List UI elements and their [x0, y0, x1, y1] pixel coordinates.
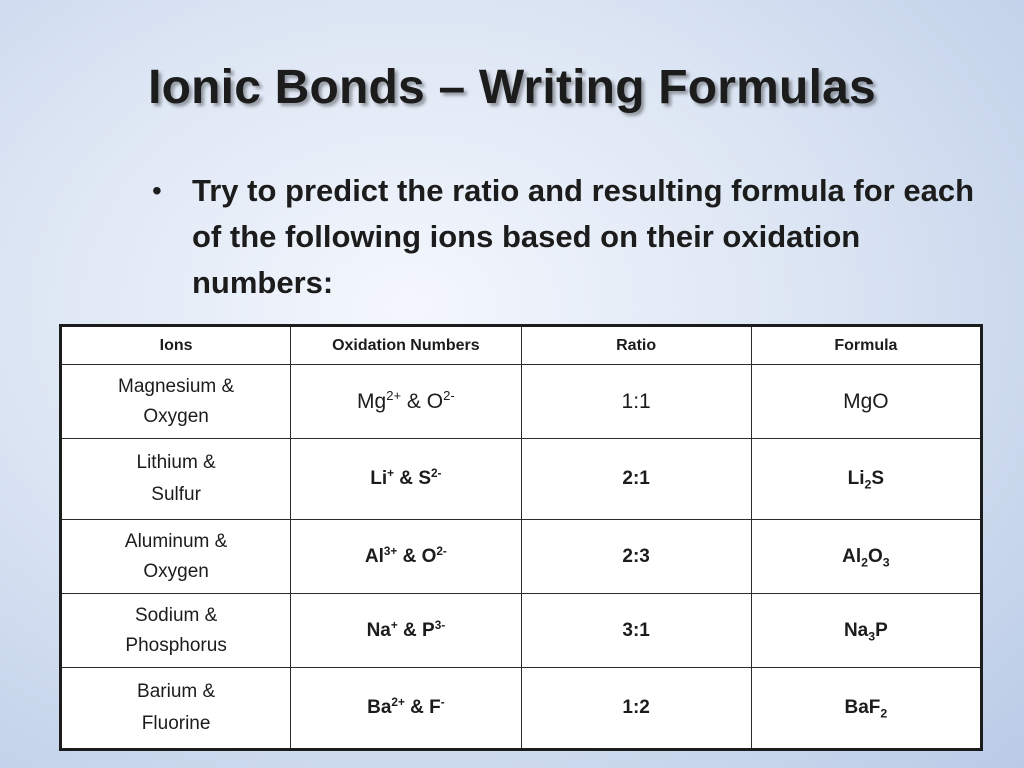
- ion-joiner: &: [397, 619, 423, 641]
- ion-joiner: &: [397, 545, 422, 567]
- anion-charge: 2-: [436, 544, 447, 558]
- formula-cell: [751, 439, 981, 520]
- oxidation-cell: [291, 520, 521, 594]
- header-oxidation-numbers: Oxidation Numbers: [291, 326, 521, 365]
- formula-element: O: [867, 545, 883, 567]
- formula-element: S: [871, 468, 885, 489]
- anion-charge: 2-: [443, 387, 455, 403]
- anion-symbol: P: [422, 619, 435, 641]
- ions-line: Lithium &: [136, 452, 216, 473]
- header-ions: Ions: [61, 326, 291, 365]
- formula-cell: [751, 520, 981, 594]
- ions-cell: [61, 668, 291, 750]
- oxidation-cell: [291, 365, 521, 439]
- cation-symbol: Li: [370, 468, 388, 489]
- cation-symbol: Al: [364, 545, 384, 567]
- ratio-cell: 2:3: [521, 520, 751, 594]
- formula-element: Li: [847, 468, 865, 489]
- table-row: [61, 520, 982, 594]
- ions-cell: [61, 439, 291, 520]
- ions-line: Fluorine: [141, 713, 211, 734]
- ions-line: Oxygen: [143, 405, 209, 427]
- formula-subscript: 3: [868, 628, 876, 643]
- formula-cell: [751, 668, 981, 750]
- ion-joiner: &: [404, 697, 430, 718]
- table-row: [61, 439, 982, 520]
- formula-element: Al: [842, 545, 862, 567]
- bullet-text: Try to predict the ratio and resulting formula for each of the following ions based on their oxidation numbers:: [192, 173, 975, 300]
- formula-subscript: 2: [864, 477, 872, 492]
- cation-symbol: Na: [366, 619, 391, 641]
- ions-cell: [61, 365, 291, 439]
- ions-cell: [61, 594, 291, 668]
- ions-line: Magnesium &: [118, 375, 235, 397]
- bullet-point: [152, 168, 997, 306]
- ions-line: Sodium &: [134, 604, 218, 626]
- cation-charge: +: [387, 466, 395, 480]
- slide-title: Ionic Bonds – Writing Formulas: [148, 61, 876, 114]
- cation-charge: 2+: [386, 387, 402, 403]
- ion-joiner: &: [401, 389, 427, 413]
- formula-subscript: 3: [882, 554, 890, 569]
- oxidation-cell: [291, 439, 521, 520]
- ions-line: Oxygen: [143, 560, 209, 582]
- formula-subscript: 2: [861, 554, 868, 569]
- formula-element: BaF: [844, 697, 881, 718]
- cation-charge: 2+: [391, 695, 405, 709]
- anion-charge: 2-: [431, 466, 442, 480]
- formula-subscript: 2: [880, 706, 888, 721]
- ratio-cell: 1:1: [521, 365, 751, 439]
- ions-line: Aluminum &: [124, 530, 228, 552]
- cation-charge: +: [390, 618, 398, 632]
- header-ratio: Ratio: [521, 326, 751, 365]
- cation-charge: 3+: [383, 544, 398, 558]
- ions-line: Barium &: [137, 681, 216, 702]
- table-row: [61, 594, 982, 668]
- anion-symbol: S: [418, 468, 431, 489]
- formula-element: P: [875, 619, 888, 641]
- formula-cell: [751, 594, 981, 668]
- anion-charge: 3-: [434, 618, 446, 632]
- table-row: [61, 365, 982, 439]
- anion-symbol: O: [426, 389, 444, 413]
- cation-symbol: Mg: [357, 389, 387, 413]
- anion-symbol: F: [429, 697, 441, 718]
- bullet-dot-icon: •: [152, 175, 162, 206]
- ion-joiner: &: [394, 468, 419, 489]
- ions-line: Sulfur: [151, 484, 201, 505]
- oxidation-cell: [291, 594, 521, 668]
- ratio-cell: 1:2: [521, 668, 751, 750]
- table-row: [61, 668, 982, 750]
- table-header-row: [61, 326, 982, 365]
- cation-symbol: Ba: [367, 697, 392, 718]
- ions-line: Phosphorus: [125, 634, 227, 656]
- formula-cell: MgO: [751, 365, 981, 439]
- anion-charge: -: [440, 695, 445, 709]
- anion-symbol: O: [421, 545, 437, 567]
- formula-element: Na: [843, 619, 869, 641]
- oxidation-cell: [291, 668, 521, 750]
- ratio-cell: 3:1: [521, 594, 751, 668]
- ratio-cell: 2:1: [521, 439, 751, 520]
- ions-table: [59, 324, 983, 751]
- header-formula: Formula: [751, 326, 981, 365]
- ions-cell: [61, 520, 291, 594]
